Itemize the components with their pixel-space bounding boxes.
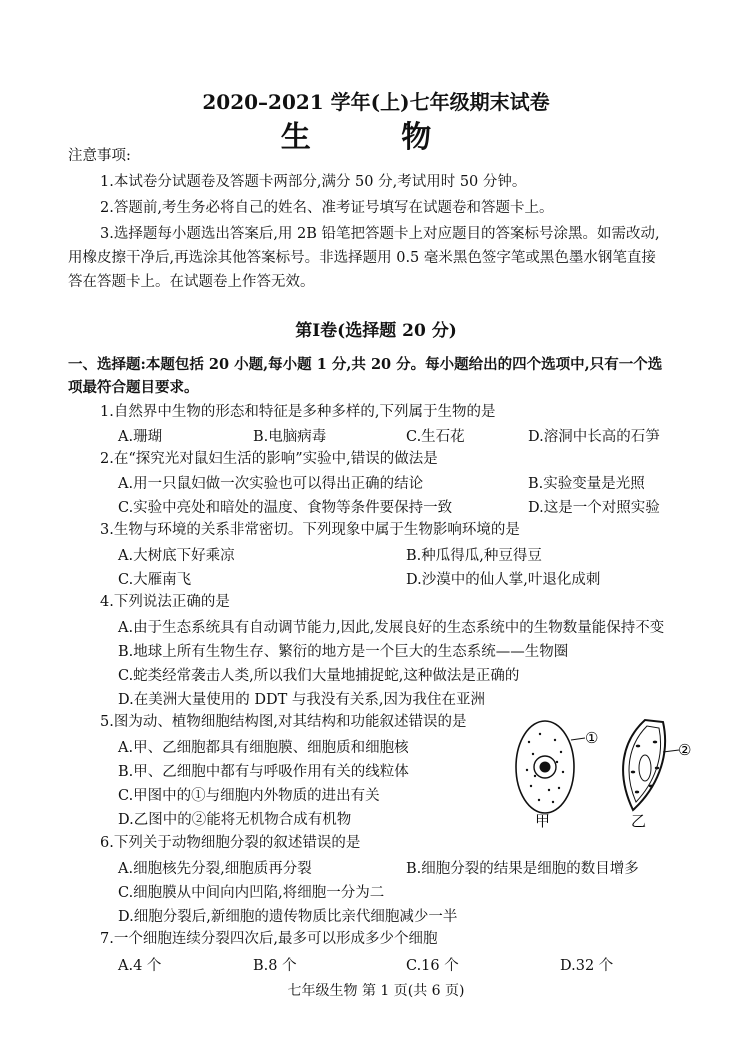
notice-heading: 注意事项: (68, 148, 131, 164)
plant-cell-diagram (623, 720, 679, 810)
option-b: B.实验变量是光照 (528, 476, 645, 492)
option-a: A.4 个 (118, 958, 162, 974)
option-a: A.大树底下好乘凉 (118, 548, 235, 564)
option-c: C.细胞膜从中间向内凹陷,将细胞一分为二 (118, 885, 385, 901)
option-b: B.种瓜得瓜,种豆得豆 (406, 548, 542, 564)
option-c: C.蛇类经常袭击人类,所以我们大量地捕捉蛇,这种做法是正确的 (118, 668, 520, 684)
option-a: A.珊瑚 (118, 429, 163, 445)
question-stem: 4.下列说法正确的是 (100, 594, 230, 610)
marker-2: ② (678, 741, 692, 759)
exam-title: 2020–2021 学年(上)七年级期末试卷 (202, 90, 550, 114)
question-stem: 5.图为动、植物细胞结构图,对其结构和功能叙述错误的是 (100, 714, 467, 730)
option-d: D.这是一个对照实验 (528, 500, 660, 516)
option-b: B.细胞分裂的结果是细胞的数目增多 (406, 861, 639, 877)
question-stem: 3.生物与环境的关系非常密切。下列现象中属于生物影响环境的是 (100, 522, 520, 538)
option-d: D.溶洞中长高的石笋 (528, 429, 660, 445)
animal-cell-diagram (516, 721, 585, 813)
question-stem: 1.自然界中生物的形态和特征是多种多样的,下列属于生物的是 (100, 404, 496, 420)
notice-item: 2.答题前,考生务必将自己的姓名、准考证号填写在试题卷和答题卡上。 (100, 200, 554, 216)
notice-item: 答在答题卡上。在试题卷上作答无效。 (68, 274, 315, 290)
question-stem: 7.一个细胞连续分裂四次后,最多可以形成多少个细胞 (100, 931, 438, 947)
label-jia: 甲 (535, 812, 551, 830)
notice-item: 3.选择题每小题选出答案后,用 2B 铅笔把答题卡上对应题目的答案标号涂黑。如需改动, (100, 226, 660, 242)
label-yi: 乙 (631, 812, 647, 830)
notice-item: 用橡皮擦干净后,再选涂其他答案标号。非选择题用 0.5 毫米黑色签字笔或黑色墨水钢笔直接 (68, 250, 656, 266)
option-b: B.8 个 (253, 958, 297, 974)
option-b: B.地球上所有生物生存、繁衍的地方是一个巨大的生态系统——生物圈 (118, 644, 569, 660)
option-a: A.甲、乙细胞都具有细胞膜、细胞质和细胞核 (118, 740, 409, 756)
option-d: D.32 个 (560, 958, 614, 974)
option-d: D.沙漠中的仙人掌,叶退化成刺 (406, 572, 601, 588)
cell-figure (505, 712, 725, 832)
option-b: B.电脑病毒 (253, 429, 327, 445)
option-a: A.用一只鼠妇做一次实验也可以得出正确的结论 (118, 476, 424, 492)
subject-title: 生 物 (280, 120, 472, 155)
question-stem: 6.下列关于动物细胞分裂的叙述错误的是 (100, 835, 361, 851)
option-c: C.实验中亮处和暗处的温度、食物等条件要保持一致 (118, 500, 453, 516)
option-c: C.大雁南飞 (118, 572, 192, 588)
option-b: B.甲、乙细胞中都有与呼吸作用有关的线粒体 (118, 764, 409, 780)
option-c: C.甲图中的①与细胞内外物质的进出有关 (118, 788, 380, 804)
section-instruction: 一、选择题:本题包括 20 小题,每小题 1 分,共 20 分。每小题给出的四个选项中,只有一个选 (68, 356, 663, 373)
option-c: C.16 个 (406, 958, 459, 974)
option-c: C.生石花 (406, 429, 465, 445)
section-instruction: 项最符合题目要求。 (68, 379, 199, 396)
notice-item: 1.本试卷分试题卷及答题卡两部分,满分 50 分,考试用时 50 分钟。 (100, 174, 527, 190)
question-stem: 2.在“探究光对鼠妇生活的影响”实验中,错误的做法是 (100, 451, 438, 467)
page-footer: 七年级生物 第 1 页(共 6 页) (287, 983, 465, 999)
option-d: D.细胞分裂后,新细胞的遗传物质比亲代细胞减少一半 (118, 909, 458, 925)
marker-1: ① (585, 729, 599, 747)
option-a: A.由于生态系统具有自动调节能力,因此,发展良好的生态系统中的生物数量能保持不变 (118, 620, 665, 636)
option-d: D.乙图中的②能将无机物合成有机物 (118, 812, 352, 828)
section-title: 第Ⅰ卷(选择题 20 分) (295, 321, 457, 341)
option-a: A.细胞核先分裂,细胞质再分裂 (118, 861, 312, 877)
option-d: D.在美洲大量使用的 DDT 与我没有关系,因为我住在亚洲 (118, 692, 485, 708)
